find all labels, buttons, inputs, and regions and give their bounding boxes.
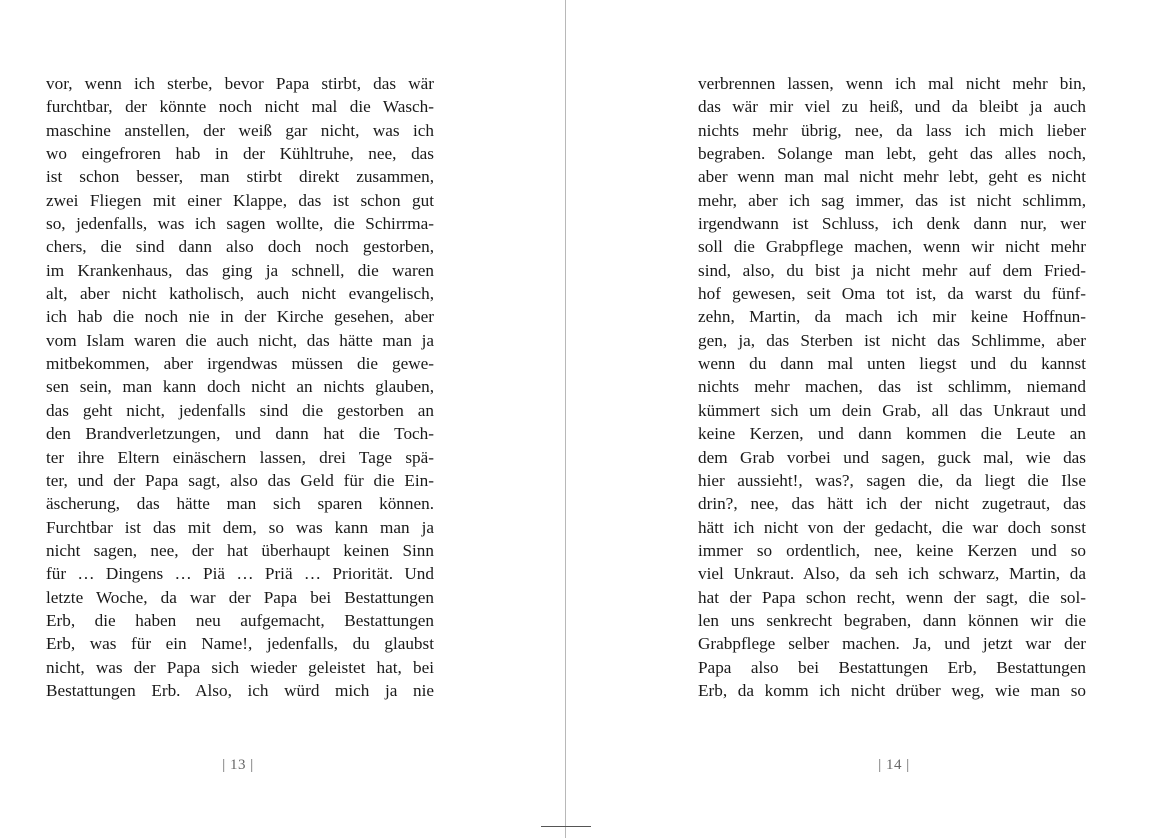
- text-line: Furchtbar ist das mit dem, so was kann man ja: [46, 517, 434, 537]
- text-line: keine Kerzen, und dann kommen die Leute an: [698, 424, 1086, 444]
- text-line: gen, ja, das Sterben ist nicht das Schlimme, aber: [698, 330, 1086, 350]
- text-line: verbrennen lassen, wenn ich mal nicht mehr bin,: [698, 74, 1086, 93]
- text-line: maschine anstellen, der weiß gar nicht, was ich: [46, 120, 434, 140]
- text-line: sen sein, man kann doch nicht an nichts glauben,: [46, 377, 434, 397]
- text-line: alt, aber nicht katholisch, auch nicht evangelisch,: [46, 284, 434, 304]
- text-line: begraben. Solange man lebt, geht das alles noch,: [698, 144, 1086, 164]
- left-page-text: [46, 72, 434, 702]
- text-line: das geht nicht, jedenfalls sind die gestorben an: [46, 400, 434, 420]
- left-page-number: | 13 |: [222, 757, 254, 773]
- text-line: wenn du dann mal unten liegst und du kannst: [698, 354, 1086, 374]
- text-line: Grabpflege selber machen. Ja, und jetzt war der: [698, 634, 1086, 654]
- text-line: zwei Fliegen mit einer Klappe, das ist schon gut: [46, 190, 434, 210]
- page-gutter: [565, 0, 566, 838]
- text-line: Erb, was für ein Name!, jedenfalls, du glaubst: [46, 634, 434, 654]
- text-line: Bestattungen Erb. Also, ich würd mich ja nie: [46, 680, 434, 700]
- text-line: irgendwann ist Schluss, ich denk dann nur, wer: [698, 214, 1086, 234]
- text-line: immer so ordentlich, nee, keine Kerzen und so: [698, 540, 1086, 560]
- text-line: sind, also, du bist ja nicht mehr auf dem Fried-: [698, 260, 1086, 280]
- text-line: nicht, was der Papa sich wieder geleistet hat, bei: [46, 657, 434, 677]
- text-line: ich hab die noch nie in der Kirche gesehen, aber: [46, 307, 434, 327]
- text-line: drin?, nee, das hätt ich der nicht zugetraut, das: [698, 494, 1086, 514]
- text-line: mitbekommen, aber irgendwas müssen die gewe-: [46, 354, 434, 374]
- text-line: Erb, die haben neu aufgemacht, Bestattungen: [46, 610, 434, 630]
- text-line: soll die Grabpflege machen, wenn wir nicht mehr: [698, 237, 1086, 257]
- text-line: äscherung, das hätte man sich sparen können.: [46, 494, 434, 514]
- text-line: chers, die sind dann also doch noch gestorben,: [46, 237, 434, 257]
- text-line: so, jedenfalls, was ich sagen wollte, die Schirrma-: [46, 214, 434, 234]
- text-line: hat der Papa schon recht, wenn der sagt, die sol-: [698, 587, 1086, 607]
- bottom-crop-mark: [541, 826, 591, 827]
- text-line: nichts mehr machen, das ist schlimm, niemand: [698, 377, 1086, 397]
- text-line: ist schon besser, man stirbt direkt zusammen,: [46, 167, 434, 187]
- text-line: für … Dingens … Piä … Priä … Priorität. Und: [46, 564, 434, 584]
- text-line: ter, und der Papa sagt, also das Geld für die Ein-: [46, 470, 434, 490]
- text-line: len uns senkrecht begraben, dann können wir die: [698, 610, 1086, 630]
- text-line: das wär mir viel zu heiß, und da bleibt ja auch: [698, 97, 1086, 117]
- text-line: nichts mehr übrig, nee, da lass ich mich lieber: [698, 120, 1086, 140]
- text-line: den Brandverletzungen, und dann hat die Toch-: [46, 424, 434, 444]
- text-line: aber wenn man mal nicht mehr lebt, geht es nicht: [698, 167, 1086, 187]
- text-line: vor, wenn ich sterbe, bevor Papa stirbt, das wär: [46, 74, 434, 93]
- text-line: zehn, Martin, da mach ich mir keine Hoffnun-: [698, 307, 1086, 327]
- right-page-text: [698, 72, 1086, 702]
- text-line: im Krankenhaus, das ging ja schnell, die waren: [46, 260, 434, 280]
- text-line: mehr, aber ich sag immer, das ist nicht schlimm,: [698, 190, 1086, 210]
- text-line: ter ihre Eltern einäschern lassen, drei Tage spä-: [46, 447, 434, 467]
- text-line: furchtbar, der könnte noch nicht mal die Wasch-: [46, 97, 434, 117]
- right-page-number: | 14 |: [878, 757, 910, 773]
- text-line: letzte Woche, da war der Papa bei Bestattungen: [46, 587, 434, 607]
- text-line: wo eingefroren hab in der Kühltruhe, nee, das: [46, 144, 434, 164]
- text-line: hof gewesen, seit Oma tot ist, da warst du fünf-: [698, 284, 1086, 304]
- text-line: Papa also bei Bestattungen Erb, Bestattungen: [698, 657, 1086, 677]
- text-line: vom Islam waren die auch nicht, das hätte man ja: [46, 330, 434, 350]
- text-line: hätt ich nicht von der gedacht, die war doch sonst: [698, 517, 1086, 537]
- text-line: nicht sagen, nee, der hat überhaupt keinen Sinn: [46, 540, 434, 560]
- text-line: dem Grab vorbei und sagen, guck mal, wie das: [698, 447, 1086, 467]
- text-line: viel Unkraut. Also, da seh ich schwarz, Martin, da: [698, 564, 1086, 584]
- text-line: hier aussieht!, was?, sagen die, da liegt die Ilse: [698, 470, 1086, 490]
- text-line: Erb, da komm ich nicht drüber weg, wie man so: [698, 680, 1086, 700]
- text-line: kümmert sich um dein Grab, all das Unkraut und: [698, 400, 1086, 420]
